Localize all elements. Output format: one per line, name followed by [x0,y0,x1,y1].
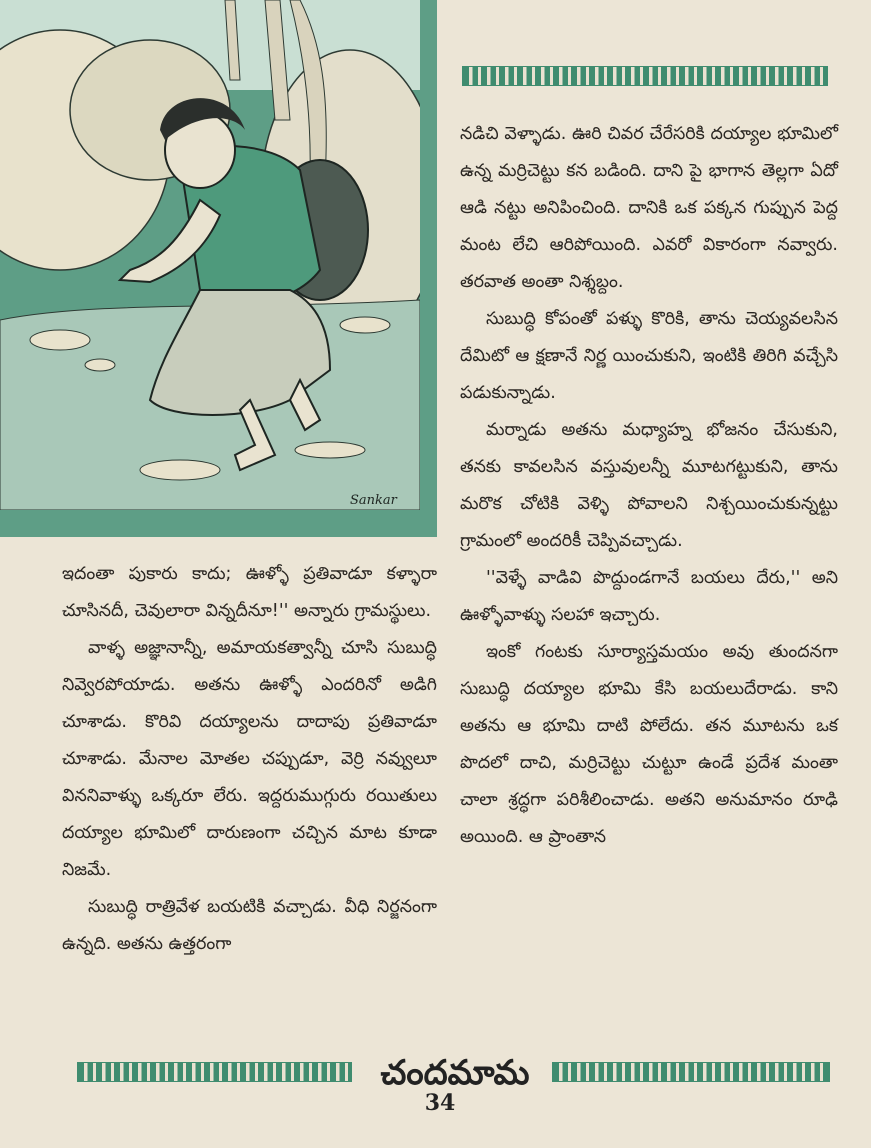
artist-signature: Sankar [350,493,397,508]
paragraph: ఇంకో గంటకు సూర్యాస్తమయం అవు తుందనగా సుబుద్ధి దయ్యాల భూమి కేసి బయలుదేరాడు. కాని అతను ఆ భూమి దాటి పోలేదు. తన మూటను ఒక పొదలో దాచి, మర్రిచెట్టు చుట్టూ ఉండే ప్రదేశ మంతా చాలా శ్రద్ధగా పరిశీలించాడు. అతని అనుమానం రూఢి అయింది. ఆ ప్రాంతాన [460,642,838,847]
bottom-right-decorative-border [552,1062,830,1082]
page-number: 34 [424,1090,456,1116]
paragraph: సుబుద్ధి రాత్రివేళ బయటికి వచ్చాడు. వీధి నిర్జనంగా ఉన్నది. అతను ఉత్తరంగా [62,897,437,954]
top-decorative-border [462,66,828,86]
paragraph: వాళ్ళ అజ్ఞానాన్నీ, అమాయకత్వాన్నీ చూసి సుబుద్ధి నివ్వెరపోయాడు. అతను ఊళ్ళో ఎందరినో అడిగి చూశాడు. కొరివి దయ్యాలను దాదాపు ప్రతివాడూ చూశాడు. మేనాల మోతల చప్పుడూ, వెర్రి నవ్వులూ విననివాళ్ళు ఒక్కరూ లేరు. ఇద్దరుముగ్గురు రయితులు దయ్యాల భూమిలో దారుణంగా చచ్చిన మాట కూడా నిజమే. [62,638,437,880]
story-illustration [0,0,437,537]
left-text-column [62,556,437,963]
magazine-title: చందమామ [380,1053,530,1093]
right-text-column [460,116,838,856]
paragraph: సుబుద్ధి కోపంతో పళ్ళు కొరికి, తాను చెయ్యవలసిన దేమిటో ఆ క్షణానే నిర్ణ యించుకుని, ఇంటికి తిరిగి వచ్చేసి పడుకున్నాడు. [460,309,838,403]
paragraph: మర్నాడు అతను మధ్యాహ్న భోజనం చేసుకుని, తనకు కావలసిన వస్తువులన్నీ మూటగట్టుకుని, తాను మరొక చోటికి వెళ్ళి పోవాలని నిశ్చయించుకున్నట్టు గ్రామంలో అందరికీ చెప్పివచ్చాడు. [460,420,838,551]
paragraph: నడిచి వెళ్ళాడు. ఊరి చివర చేరేసరికి దయ్యాల భూమిలో ఉన్న మర్రిచెట్టు కన బడింది. దాని పై భాగాన తెల్లగా ఏదో ఆడి నట్టు అనిపించింది. దానికి ఒక పక్కన గుప్పున పెద్ద మంట లేచి ఆరిపోయింది. ఎవరో వికారంగా నవ్వారు. తరవాత అంతా నిశ్శబ్దం. [460,124,838,292]
paragraph: ఇదంతా పుకారు కాదు; ఊళ్ళో ప్రతివాడూ కళ్ళారా చూసినదీ, చెవులారా విన్నదీనూ!'' అన్నారు గ్రామస్థులు. [62,564,437,621]
illustration-drawing [0,0,437,537]
paragraph: ''వెళ్ళే వాడివి పొద్దుండగానే బయలు దేరు,'' అని ఊళ్ళోవాళ్ళు సలహా ఇచ్చారు. [460,568,838,625]
bottom-left-decorative-border [77,1062,352,1082]
